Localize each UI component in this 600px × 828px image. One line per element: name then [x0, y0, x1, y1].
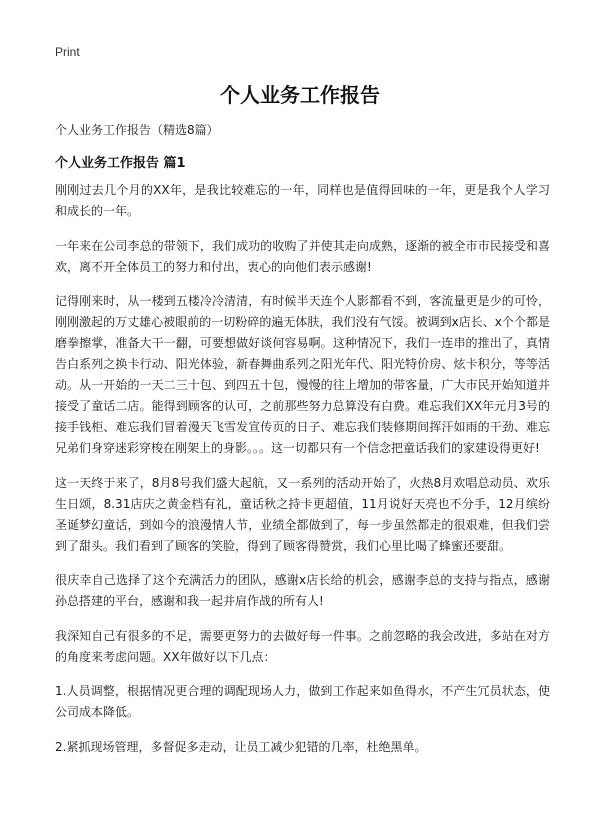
- document-title: 个人业务工作报告: [220, 83, 380, 107]
- paragraph: 一年来在公司李总的带领下，我们成功的收购了并使其走向成熟，逐渐的被全市市民接受和喜欢，离不开全体员工的努力和付出，衷心的向他们表示感谢!: [55, 238, 550, 274]
- list-item-paragraph: 1.人员调整，根据情况更合理的调配现场人力，做到工作起来如鱼得水，不产生冗员状态，使公司成本降低。: [55, 684, 550, 719]
- paragraph: 我深知自己有很多的不足，需要更努力的去做好每一件事。之前忽略的我会改进，多站在对方的角度来考虑问题。XX年做好以下几点：: [55, 628, 550, 664]
- paragraph: 很庆幸自己选择了这个充满活力的团队，感谢x店长给的机会，感谢李总的支持与指点，感谢孙总搭建的平台，感谢和我一起并肩作战的所有人!: [55, 573, 550, 608]
- print-link[interactable]: Print: [55, 45, 80, 59]
- document-subtitle: 个人业务工作报告（精选8篇）: [55, 123, 219, 137]
- article-body: [55, 180, 550, 771]
- paragraph: 这一天终于来了，8月8号我们盛大起航，又一系列的活动开始了，火热8月欢唱总动员、欢乐生日颂，8.31店庆之黄金档有礼，童话秋之持卡更超值，11月说好天亮也不分手，12月缤纷圣诞梦幻童话，到如今的浪漫情人节，业绩全都做到了，每一步虽然都走的很艰难，但我们尝到了甜头。我们看到了顾客的笑脸，得到了顾客得赞赏，我们心里比喝了蜂蜜还要甜。: [55, 475, 550, 553]
- paragraph: 刚刚过去几个月的XX年，是我比较难忘的一年，同样也是值得回味的一年，更是我个人学习和成长的一年。: [55, 183, 550, 218]
- paragraph: 记得刚来时，从一楼到五楼冷冷清清，有时候半天连个人影都看不到，客流量更是少的可怜，刚刚激起的万丈雄心被眼前的一切粉碎的遍无体肤，我们没有气馁。被调到x店长、x个个都是磨拳擦掌，准备大干一翻，可要想做好谈何容易啊。这种情况下，我们一连串的推出了，真情告白系列之换卡行动、阳光体验，新春舞曲系列之阳光年代、阳光特价房、炫卡积分，等等活动。从一开始的一天二三十包、到四五十包，慢慢的往上增加的带客量，广大市民开始知道并接受了童话二店。能得到顾客的认可，之前那些努力总算没有白费。难忘我们XX年元月3号的接手钱柜、难忘我们冒着漫天飞雪发宣传页的日子、难忘我们装修期间挥汗如雨的干劲、难忘兄弟们身穿迷彩穿梭在刚架上的身影。。。这一切都只有一个信念把童话我们的家建设得更好!: [55, 294, 550, 455]
- list-item-paragraph: 2.紧抓现场管理，多督促多走动，让员工减少犯错的几率，杜绝黑单。: [55, 739, 427, 754]
- section-heading: 个人业务工作报告 篇1: [55, 156, 186, 171]
